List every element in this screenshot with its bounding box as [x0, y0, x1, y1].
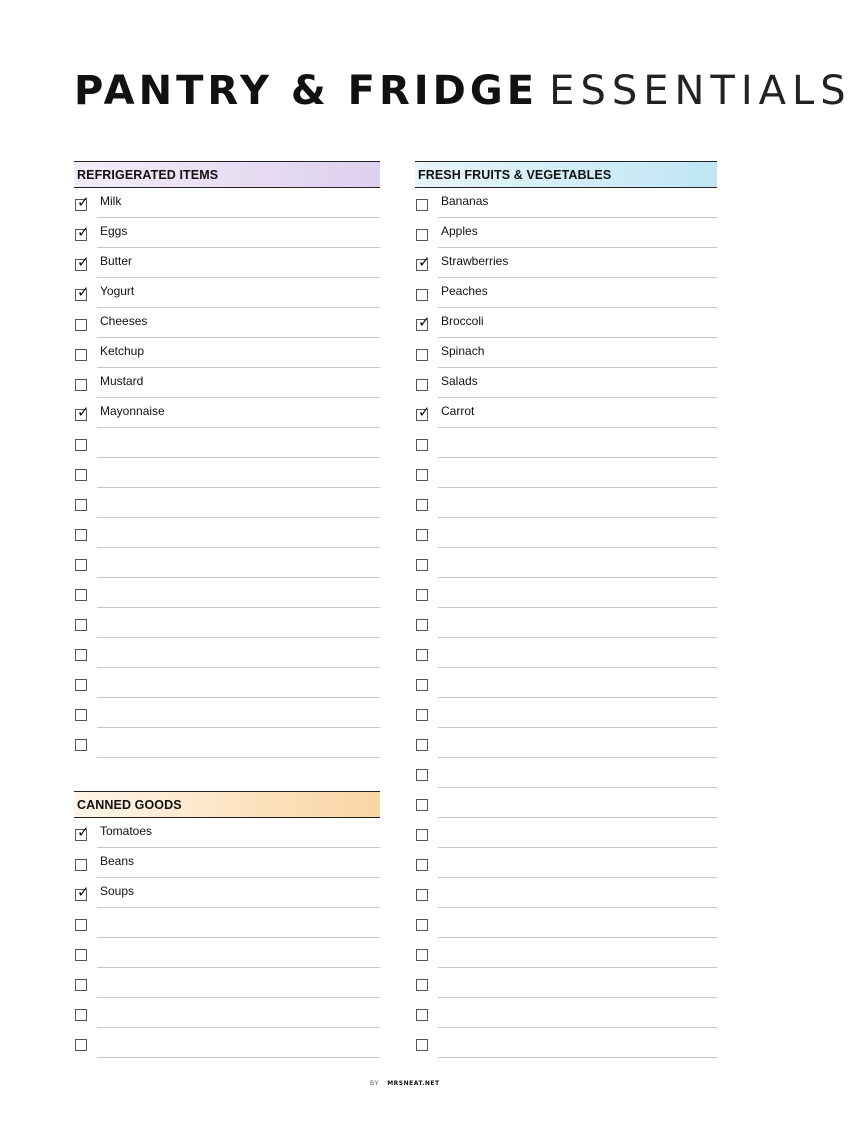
checkbox[interactable]	[75, 619, 87, 631]
item-label[interactable]: Butter	[100, 254, 133, 268]
checkbox-checked[interactable]	[75, 253, 90, 271]
checklist-row	[415, 368, 717, 398]
checklist-row	[415, 938, 717, 968]
checkbox[interactable]	[416, 829, 428, 841]
checklist-row	[74, 338, 380, 368]
checklist-row	[74, 428, 380, 458]
checklist-row	[74, 308, 380, 338]
checklist-row	[415, 638, 717, 668]
checkbox[interactable]	[416, 679, 428, 691]
checklist-row	[415, 878, 717, 908]
checkbox[interactable]	[416, 739, 428, 751]
checkbox[interactable]	[75, 589, 87, 601]
checkbox[interactable]	[75, 739, 87, 751]
checklist-row	[74, 938, 380, 968]
check-icon: ✓	[77, 883, 90, 901]
checkbox[interactable]	[416, 349, 428, 361]
checklist-row	[74, 578, 380, 608]
checkbox[interactable]	[416, 949, 428, 961]
item-label[interactable]: Mustard	[100, 374, 144, 388]
item-label[interactable]: Milk	[100, 194, 122, 208]
checkbox-checked[interactable]	[75, 403, 90, 421]
checklist-row	[415, 818, 717, 848]
check-icon: ✓	[418, 253, 431, 271]
checkbox-checked[interactable]	[75, 223, 90, 241]
checkbox[interactable]	[75, 379, 87, 391]
checklist-row	[415, 908, 717, 938]
item-label[interactable]: Carrot	[441, 404, 475, 418]
checklist-row	[415, 548, 717, 578]
checkbox[interactable]	[416, 229, 428, 241]
checklist-row	[415, 848, 717, 878]
checklist-row	[415, 998, 717, 1028]
checkbox[interactable]	[416, 709, 428, 721]
checkbox[interactable]	[75, 679, 87, 691]
checkbox[interactable]	[416, 589, 428, 601]
checkbox[interactable]	[416, 619, 428, 631]
checkbox-checked[interactable]	[416, 313, 431, 331]
section-title: CANNED GOODS	[77, 797, 182, 812]
checklist-row	[74, 278, 380, 308]
checklist-row	[415, 968, 717, 998]
checklist-row	[74, 698, 380, 728]
checklist-row	[74, 728, 380, 758]
checkbox[interactable]	[416, 529, 428, 541]
checkbox[interactable]	[416, 379, 428, 391]
item-label[interactable]: Cheeses	[100, 314, 148, 328]
checkbox[interactable]	[75, 529, 87, 541]
checklist-row	[415, 248, 717, 278]
section-title: REFRIGERATED ITEMS	[77, 167, 219, 182]
checklist-row	[74, 818, 380, 848]
checkbox[interactable]	[75, 349, 87, 361]
item-label[interactable]: Apples	[441, 224, 478, 238]
checklist-row	[74, 968, 380, 998]
row-divider	[97, 757, 380, 758]
checklist-row	[74, 488, 380, 518]
checklist-row	[415, 698, 717, 728]
checkbox[interactable]	[75, 979, 87, 991]
checkbox[interactable]	[416, 1039, 428, 1051]
item-label[interactable]: Tomatoes	[100, 824, 153, 838]
checklist-row	[415, 668, 717, 698]
checklist-row	[74, 1028, 380, 1058]
checkbox[interactable]	[416, 439, 428, 451]
checklist-row	[74, 548, 380, 578]
checklist-row	[74, 638, 380, 668]
check-icon: ✓	[77, 253, 90, 271]
section-header	[74, 161, 380, 188]
checklist-row	[74, 188, 380, 218]
checkbox[interactable]	[416, 559, 428, 571]
checklist-row	[415, 518, 717, 548]
checkbox[interactable]	[416, 769, 428, 781]
checklist-row	[415, 788, 717, 818]
checkbox-checked[interactable]	[416, 403, 431, 421]
checklist-row	[415, 398, 717, 428]
checklist-row	[74, 998, 380, 1028]
checklist-row	[415, 1028, 717, 1058]
checkbox[interactable]	[75, 949, 87, 961]
checklist-row	[415, 308, 717, 338]
check-icon: ✓	[77, 283, 90, 301]
checklist-row	[74, 668, 380, 698]
checkbox[interactable]	[75, 919, 87, 931]
checklist-row	[415, 578, 717, 608]
checkbox[interactable]	[416, 499, 428, 511]
section-fruits-vegetables	[415, 161, 717, 1058]
checkbox[interactable]	[416, 919, 428, 931]
checkbox[interactable]	[75, 649, 87, 661]
checklist-row	[74, 518, 380, 548]
item-label[interactable]: Eggs	[100, 224, 128, 238]
checklist	[415, 188, 717, 1058]
checkbox[interactable]	[75, 499, 87, 511]
item-label[interactable]: Soups	[100, 884, 135, 898]
checkbox[interactable]	[75, 859, 87, 871]
page-title	[74, 66, 852, 116]
item-label[interactable]: Broccoli	[441, 314, 484, 328]
item-label[interactable]: Yogurt	[100, 284, 135, 298]
checklist	[74, 188, 380, 758]
checklist-row	[74, 248, 380, 278]
checkbox[interactable]	[75, 439, 87, 451]
checkbox[interactable]	[416, 799, 428, 811]
checklist-row	[415, 608, 717, 638]
item-label[interactable]: Strawberries	[441, 254, 509, 268]
checklist-row	[415, 188, 717, 218]
check-icon: ✓	[77, 193, 90, 211]
checkbox[interactable]	[416, 889, 428, 901]
title-bold: PANTRY & FRIDGE	[74, 68, 539, 114]
check-icon: ✓	[77, 823, 90, 841]
checklist-row	[74, 368, 380, 398]
section-canned-goods	[74, 791, 380, 1058]
checkbox[interactable]	[75, 1009, 87, 1021]
checklist-row	[415, 218, 717, 248]
title-thin: ESSENTIALS	[549, 68, 852, 114]
row-divider	[438, 1057, 717, 1058]
checkbox[interactable]	[416, 199, 428, 211]
checkbox[interactable]	[75, 559, 87, 571]
checkbox[interactable]	[75, 709, 87, 721]
item-label[interactable]: Mayonnaise	[100, 404, 165, 418]
checklist-row	[74, 608, 380, 638]
check-icon: ✓	[77, 223, 90, 241]
item-label[interactable]: Spinach	[441, 344, 485, 358]
checkbox[interactable]	[75, 319, 87, 331]
item-label[interactable]: Bananas	[441, 194, 489, 208]
checklist-row	[415, 728, 717, 758]
checklist-row	[415, 278, 717, 308]
checkbox[interactable]	[416, 1009, 428, 1021]
checkbox[interactable]	[416, 649, 428, 661]
checklist-row	[74, 848, 380, 878]
checkbox[interactable]	[416, 289, 428, 301]
checklist-row	[415, 458, 717, 488]
checklist-row	[415, 758, 717, 788]
checklist-row	[74, 458, 380, 488]
item-label[interactable]: Ketchup	[100, 344, 145, 358]
checkbox[interactable]	[75, 1039, 87, 1051]
checkbox[interactable]	[416, 859, 428, 871]
checklist	[74, 818, 380, 1058]
section-header	[415, 161, 717, 188]
check-icon: ✓	[418, 313, 431, 331]
checkbox-checked[interactable]	[75, 193, 90, 211]
checklist-row	[415, 338, 717, 368]
checklist-row	[74, 878, 380, 908]
check-icon: ✓	[77, 403, 90, 421]
checkbox-checked[interactable]	[75, 883, 90, 901]
check-icon: ✓	[418, 403, 431, 421]
section-refrigerated	[74, 161, 380, 758]
item-label[interactable]: Salads	[441, 374, 478, 388]
footer-brand: MRSNEAT.NET	[387, 1080, 440, 1087]
checkbox[interactable]	[75, 469, 87, 481]
footer-credit	[370, 1080, 440, 1087]
checkbox-checked[interactable]	[75, 823, 90, 841]
section-header	[74, 791, 380, 818]
checkbox[interactable]	[416, 979, 428, 991]
row-divider	[97, 1057, 380, 1058]
checklist-row	[415, 428, 717, 458]
section-title: FRESH FRUITS & VEGETABLES	[418, 167, 612, 182]
item-label[interactable]: Peaches	[441, 284, 488, 298]
checkbox-checked[interactable]	[75, 283, 90, 301]
checkbox-checked[interactable]	[416, 253, 431, 271]
checklist-row	[74, 218, 380, 248]
footer-by: BY	[370, 1081, 380, 1087]
item-label[interactable]: Beans	[100, 854, 135, 868]
checklist-row	[74, 398, 380, 428]
checklist-row	[74, 908, 380, 938]
checkbox[interactable]	[416, 469, 428, 481]
checklist-row	[415, 488, 717, 518]
